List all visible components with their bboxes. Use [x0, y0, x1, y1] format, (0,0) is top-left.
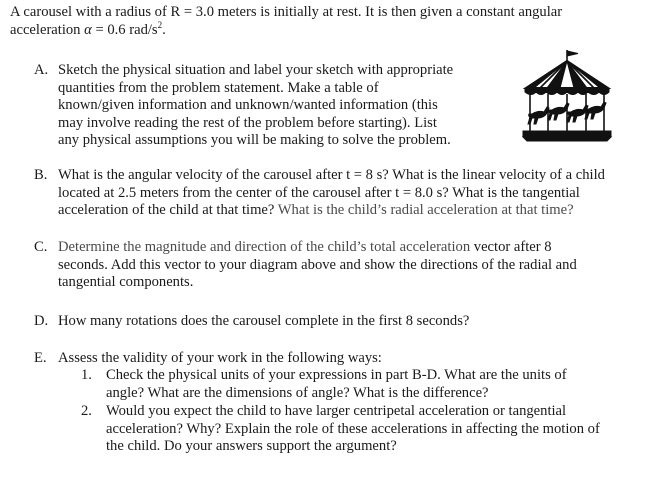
part-d-label: D. [34, 313, 49, 329]
sub-2-number: 2. [81, 403, 92, 419]
alpha-symbol: α [84, 21, 92, 38]
intro-line-2: acceleration α = 0.6 rad/$s^2$. [10, 19, 166, 38]
part-e-text: Assess the validity of your work in the following ways: [58, 350, 382, 366]
part-e-label: E. [34, 350, 47, 366]
part-a-text: Sketch the physical situation and label your sketch with appropriate quantities from the problem statement. Make a table of known/given information and unknown/wanted information (this may involve reading the rest of the problem before starting). List any physical assumptions you will be making to solve the problem. [58, 62, 454, 148]
part-d-text: How many rotations does the carousel complete in the first 8 seconds? [58, 313, 470, 329]
sub-1-number: 1. [81, 367, 92, 383]
problem-intro [10, 4, 640, 39]
part-c-text: Determine the magnitude and direction of the child’s total acceleration vector after 8 seconds. Add this vector to your diagram above and show the directions of the radial and tangential components. [58, 239, 577, 290]
part-b-text: What is the angular velocity of the carousel after t = 8 s? What is the linear velocity of a child located at 2.5 meters from the center of the carousel after t = 8.0 s? What is the tangential acceleration of the child at that time? What is the child’s radial acceleration at that time? [58, 167, 605, 218]
part-b-label: B. [34, 167, 48, 183]
carousel-illustration [516, 48, 618, 142]
part-c-label: C. [34, 239, 48, 255]
intro-line-1: A carousel with a radius of R = 3.0 meters is initially at rest. It is then given a constant angular [10, 4, 563, 20]
part-a-label: A. [34, 62, 49, 78]
